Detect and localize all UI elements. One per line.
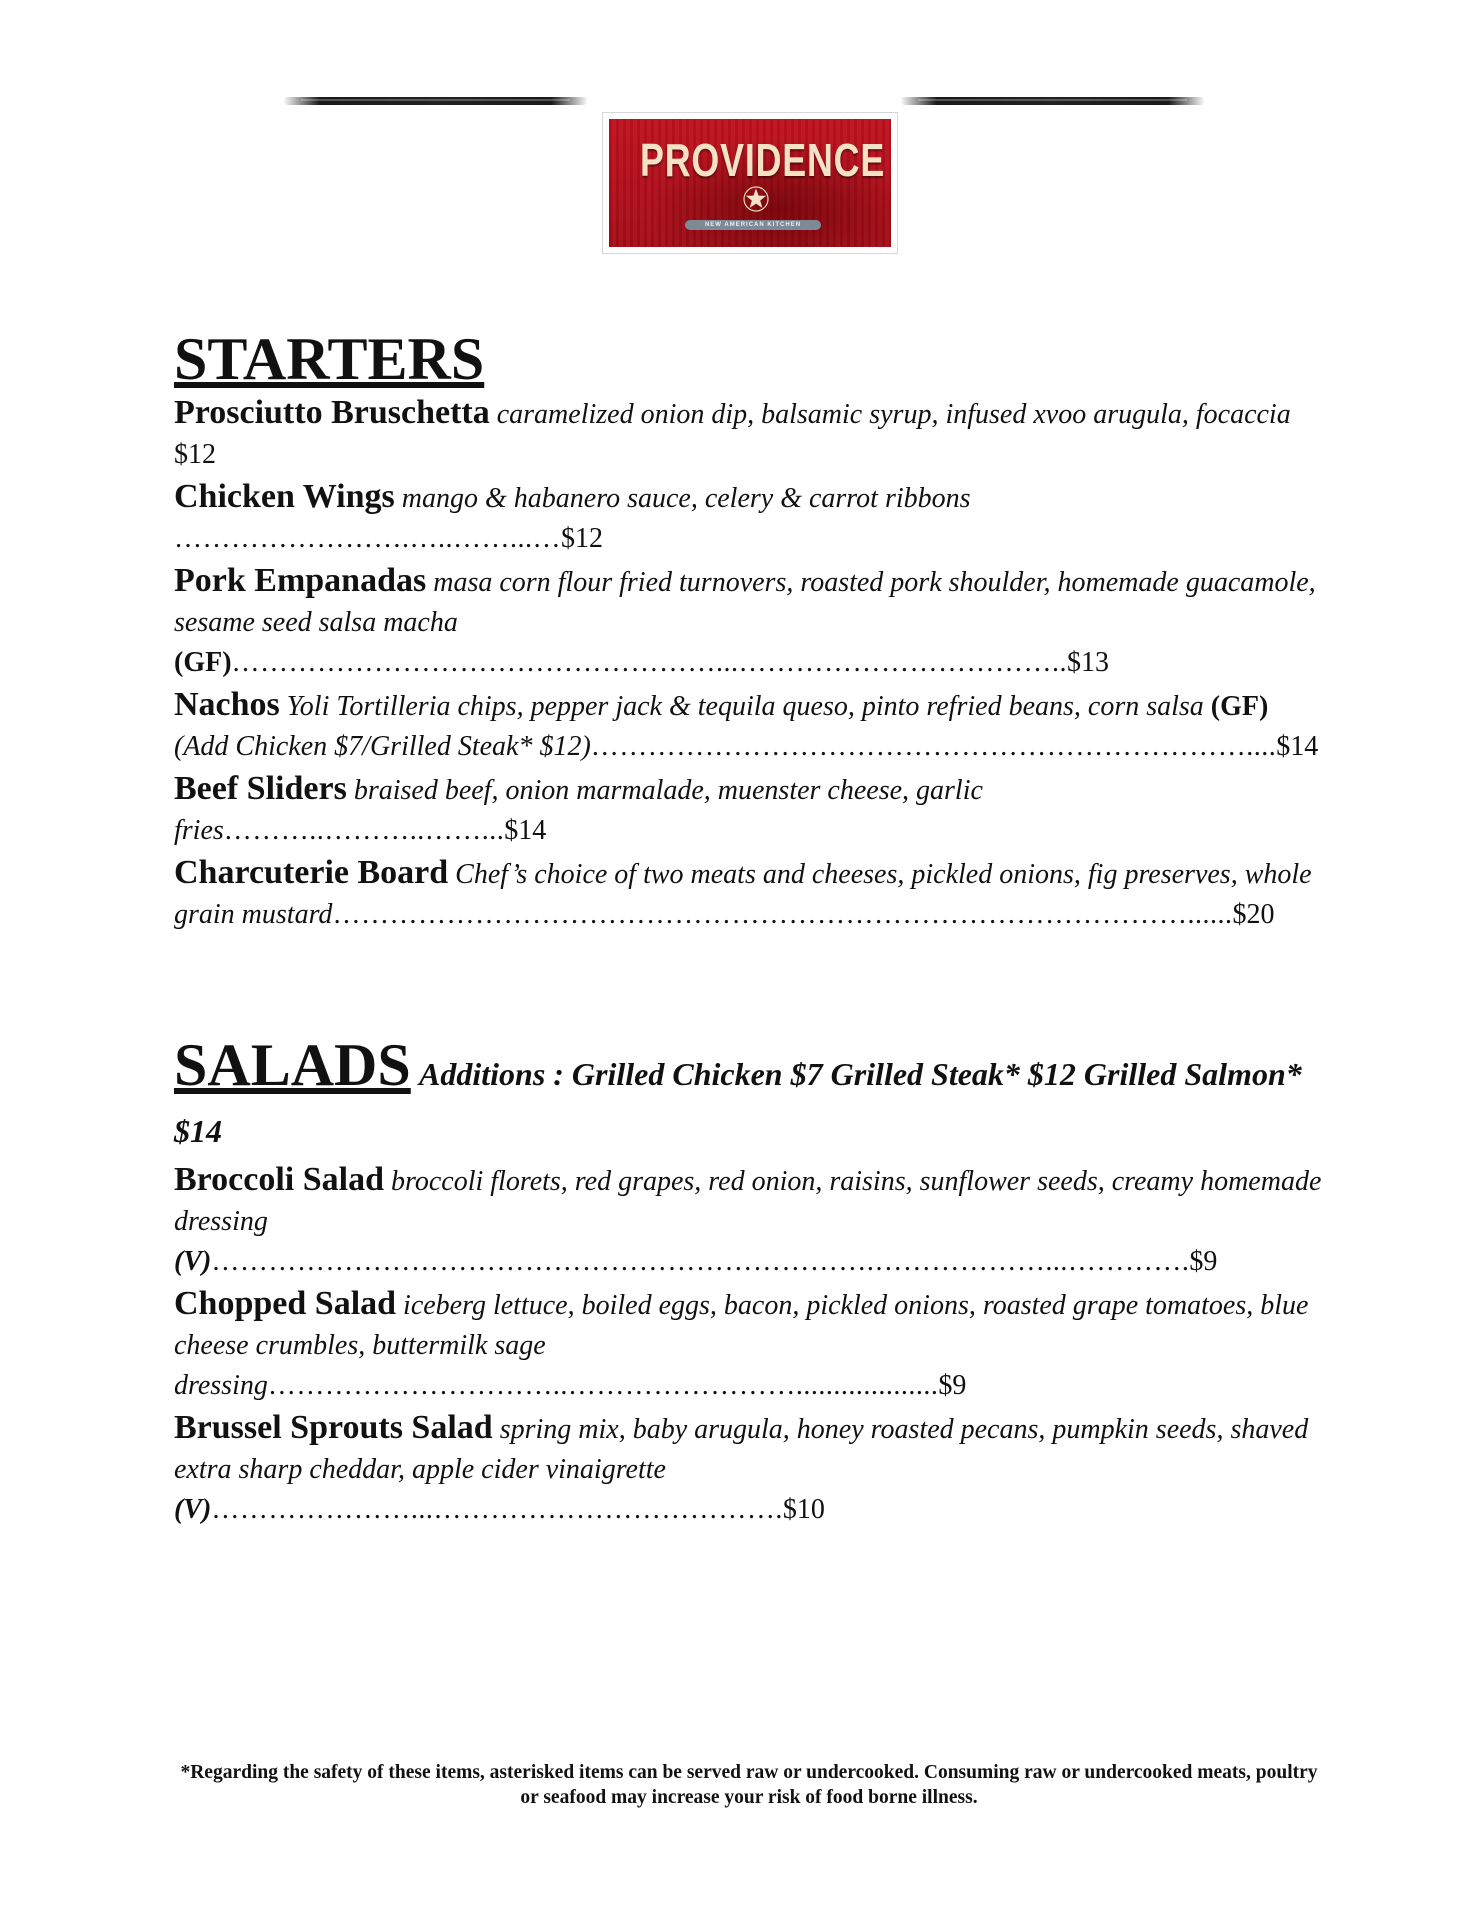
header-rule-left <box>283 97 588 105</box>
salads-list <box>174 1160 1324 1530</box>
vegetarian-tag: (V) <box>174 1494 212 1525</box>
logo-tagline: NEW AMERICAN KITCHEN <box>685 220 821 230</box>
salad-additions-label: Additions <box>419 1056 546 1092</box>
item-name: Brussel Sprouts Salad <box>174 1409 493 1446</box>
salad-additions-separator: : <box>545 1056 572 1092</box>
starters-heading: STARTERS <box>174 326 485 392</box>
item-price: $12 <box>561 523 603 554</box>
item-description: Chef’s choice of two meats and cheeses, pickled onions, fig preserves, whole grain mustard <box>174 859 1312 930</box>
item-name: Nachos <box>174 686 280 723</box>
item-name: Chicken Wings <box>174 478 395 515</box>
item-description: Yoli Tortilleria chips, pepper jack & tequila queso, pinto refried beans, corn salsa <box>286 691 1204 722</box>
item-price: $10 <box>782 1494 825 1525</box>
menu-item <box>174 769 1324 851</box>
item-price: $9 <box>1189 1246 1218 1277</box>
item-description: broccoli florets, red grapes, red onion, raisins, sunflower seeds, creamy homemade dressing <box>174 1166 1322 1237</box>
item-price: $14 <box>1276 731 1319 762</box>
dot-leader: ………..………..……... <box>223 815 505 846</box>
item-description: braised beef, onion marmalade, muenster cheese, garlic fries <box>174 775 983 846</box>
menu-item <box>174 561 1324 683</box>
item-description: spring mix, baby arugula, honey roasted pecans, pumpkin seeds, shaved extra sharp cheddar, apple cider vinaigrette <box>174 1414 1309 1485</box>
item-addon-note: (Add Chicken $7/Grilled Steak* $12) <box>174 731 591 762</box>
item-description: caramelized onion dip, balsamic syrup, infused xvoo arugula, focaccia <box>496 399 1291 430</box>
item-description: iceberg lettuce, boiled eggs, bacon, pickled onions, roasted grape tomatoes, blue cheese crumbles, buttermilk sage dressing <box>174 1290 1309 1401</box>
dot-leader: …………………………………………………………….... <box>590 731 1277 762</box>
vegetarian-tag: (V) <box>174 1246 212 1277</box>
gluten-free-tag: (GF) <box>1210 691 1269 722</box>
menu-item <box>174 853 1324 935</box>
logo-plate <box>609 119 891 247</box>
dot-leader: …………………….…..……...… <box>174 523 561 554</box>
dot-leader: ………………………………………………………………………………...... <box>332 899 1233 930</box>
dot-leader: …………………………..……………………................... <box>267 1370 939 1401</box>
dot-leader: …………………...………………………………. <box>211 1494 783 1525</box>
food-safety-disclaimer: *Regarding the safety of these items, asterisked items can be served raw or undercooked. Consuming raw or undercooked meats, poultry or seafood may increase your risk of food borne illness. <box>180 1762 1318 1808</box>
header-rule-right <box>900 97 1205 105</box>
dot-leader: ……………………………………………...…………………………….. <box>231 647 1068 678</box>
starters-list <box>174 393 1324 935</box>
dot-leader: …………………………………………………………….………………...…………. <box>211 1246 1190 1277</box>
item-name: Chopped Salad <box>174 1285 397 1322</box>
item-name: Prosciutto Bruschetta <box>174 394 490 431</box>
salads-heading: SALADS <box>174 1032 411 1098</box>
item-description: masa corn flour fried turnovers, roasted pork shoulder, homemade guacamole, sesame seed salsa macha <box>174 567 1316 638</box>
item-price: $14 <box>504 815 547 846</box>
item-price: $12 <box>174 439 216 470</box>
item-price: $13 <box>1067 647 1110 678</box>
gluten-free-tag: (GF) <box>174 647 232 678</box>
item-name: Charcuterie Board <box>174 854 449 891</box>
menu-item <box>174 685 1324 767</box>
restaurant-logo <box>602 112 898 254</box>
salad-additions-list: Grilled Chicken $7 Grilled Steak* $12 Grilled Salmon* $14 <box>174 1056 1302 1149</box>
menu-item <box>174 393 1324 475</box>
item-name: Broccoli Salad <box>174 1161 384 1198</box>
menu-item <box>174 1160 1324 1282</box>
star-icon <box>743 186 769 212</box>
item-name: Pork Empanadas <box>174 562 427 599</box>
logo-title: PROVIDENCE <box>640 134 886 186</box>
menu-item <box>174 477 1324 559</box>
item-price: $20 <box>1232 899 1275 930</box>
salads-header <box>174 1031 1324 1160</box>
item-price: $9 <box>938 1370 967 1401</box>
menu-content <box>174 325 1324 1530</box>
menu-item <box>174 1284 1324 1406</box>
item-description: mango & habanero sauce, celery & carrot ribbons <box>401 483 971 514</box>
item-name: Beef Sliders <box>174 770 347 807</box>
menu-item <box>174 1408 1324 1530</box>
